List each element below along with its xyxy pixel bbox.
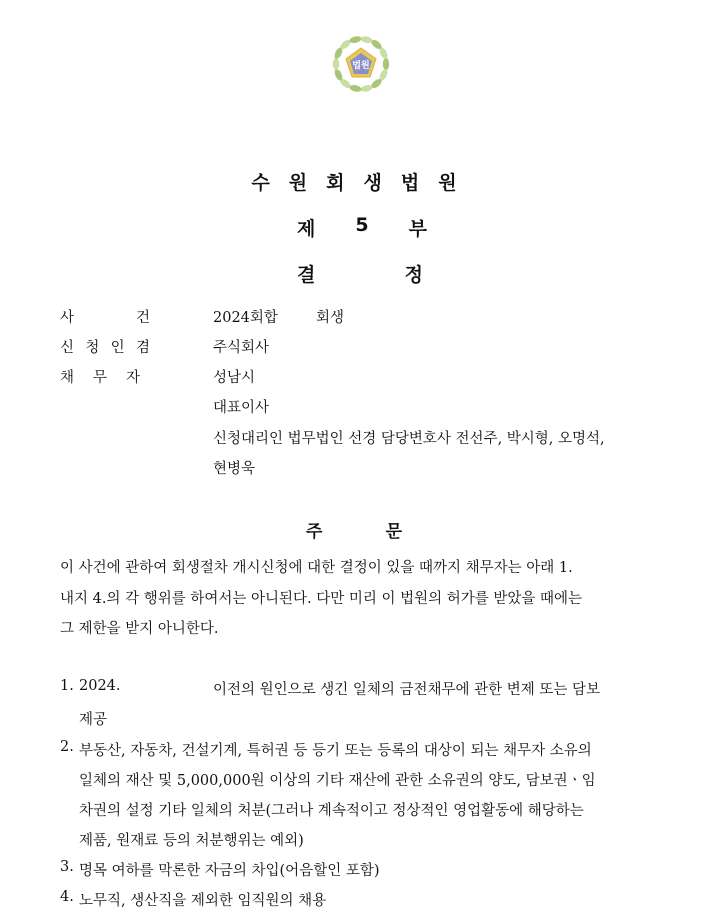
item-number: 4. xyxy=(60,889,74,905)
court-emblem xyxy=(325,28,397,100)
item-line: 제품, 원재료 등의 처분행위는 예외) xyxy=(79,833,304,849)
item-line: 일체의 재산 및 5,000,000원 이상의 기타 재산에 관한 소유권의 양도, 담보권ㆍ임 xyxy=(79,773,596,789)
emblem-leaf xyxy=(349,84,362,93)
document-type xyxy=(297,260,423,287)
debtor-address: 성남시 xyxy=(213,370,256,386)
document-type-char: 결 xyxy=(297,264,316,286)
emblem-leaf xyxy=(349,35,362,44)
division xyxy=(297,214,427,241)
court-name: 수원회생법원 xyxy=(251,172,476,194)
order-text-line: 그 제한을 받지 아니한다. xyxy=(60,621,219,637)
document-type-char: 정 xyxy=(404,264,423,286)
case-number: 2024회합 xyxy=(213,310,278,326)
emblem-leaf xyxy=(383,58,389,70)
emblem-leaf xyxy=(360,84,373,93)
emblem-text: 법원 xyxy=(352,61,370,71)
order-text-line: 내지 4.의 각 행위를 하여서는 아니된다. 다만 미리 이 법원의 허가를 받았을 때에는 xyxy=(60,591,582,607)
item-line: 부동산, 자동차, 건설기계, 특허권 등 등기 또는 등록의 대상이 되는 채무자 소유의 xyxy=(79,743,592,759)
division-char: 5 xyxy=(355,214,369,236)
item-date: 2024. xyxy=(79,678,121,694)
division-char: 부 xyxy=(408,218,427,240)
attorney-line-cont: 현병욱 xyxy=(213,461,256,477)
applicant-label: 신 청 인 겸 xyxy=(60,340,150,356)
item-line: 명목 여하를 막론한 자금의 차입(어음할인 포함) xyxy=(79,863,380,879)
attorney-line: 신청대리인 법무법인 선경 담당변호사 전선주, 박시형, 오명석, xyxy=(213,431,605,447)
court-emblem-icon xyxy=(325,28,397,100)
item-number: 2. xyxy=(60,739,74,755)
division-char: 제 xyxy=(297,218,316,240)
case-type: 회생 xyxy=(316,310,345,326)
item-line: 차권의 설정 기타 일체의 처분(그러나 계속적이고 정상적인 영업활동에 해당하는 xyxy=(79,803,584,819)
emblem-leaf xyxy=(360,35,373,44)
case-label: 사 건 xyxy=(60,310,150,326)
item-line: 노무직, 생산직을 제외한 임직원의 채용 xyxy=(79,893,327,909)
item-line: 이전의 원인으로 생긴 일체의 금전채무에 관한 변제 또는 담보 xyxy=(213,682,601,698)
debtor-label: 채 무 자 xyxy=(60,370,140,386)
order-heading: 주 문 xyxy=(306,522,402,542)
emblem-leaf xyxy=(333,58,339,70)
item-number: 3. xyxy=(60,859,74,875)
item-line: 제공 xyxy=(79,712,108,728)
item-number: 1. xyxy=(60,678,74,694)
applicant-name: 주식회사 xyxy=(213,340,270,356)
debtor-representative: 대표이사 xyxy=(213,400,270,416)
order-text-line: 이 사건에 관하여 회생절차 개시신청에 대한 결정이 있을 때까지 채무자는 아래 1. xyxy=(60,560,573,576)
